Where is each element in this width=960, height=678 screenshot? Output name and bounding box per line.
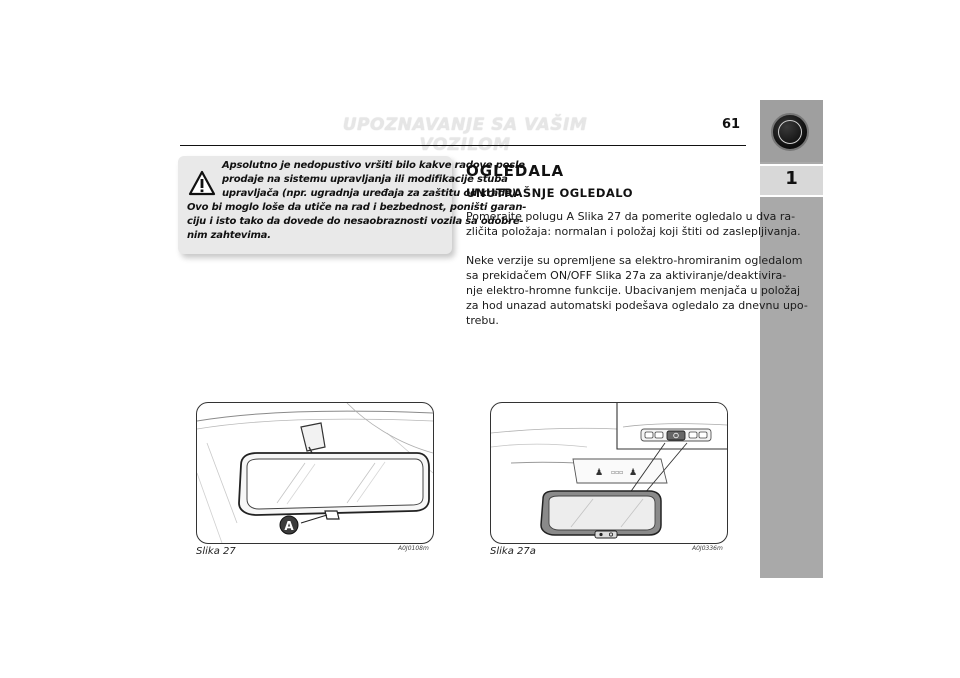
figure-27-code: A0J0108m xyxy=(398,545,429,552)
rear-view-mirror-illustration xyxy=(197,403,433,543)
warning-text-line: prodaje na sistemu upravljanja ili modifikacije stuba xyxy=(222,174,508,185)
body-text-line: trebu. xyxy=(466,314,499,327)
warning-text-line: nim zahtevima. xyxy=(187,230,271,241)
body-text-line: sa prekidačem ON/OFF Slika 27a za aktiviranje/deaktivira- xyxy=(466,269,787,282)
chapter-tab-number: 1 xyxy=(785,168,798,189)
body-text-line: za hod unazad automatski podešava ogledalo za dnevnu upo- xyxy=(466,299,808,312)
figure-27-caption: Slika 27 xyxy=(196,546,236,557)
warning-text-line: ciju i isto tako da dovede do nesaobraznosti vozila sa odobre- xyxy=(187,216,524,227)
warning-text-line: upravljača (npr. ugradnja uređaja za zaštitu od krađe). xyxy=(222,188,520,199)
warning-text-line: Apsolutno je nedopustivo vršiti bilo kakve radove posle xyxy=(222,160,525,171)
svg-text:▫▫▫: ▫▫▫ xyxy=(611,469,624,476)
svg-text:♟: ♟ xyxy=(595,468,604,478)
chapter-header-title: UPOZNAVANJE SA VAŠIM VOZILOM xyxy=(342,115,588,155)
svg-text:♟: ♟ xyxy=(629,468,638,478)
body-text-line: Pomerajte polugu A Slika 27 da pomerite ogledalo u dva ra- xyxy=(466,210,796,223)
header-divider xyxy=(180,145,746,146)
warning-text-line: Ovo bi moglo loše da utiče na rad i bezbednost, poništi garan- xyxy=(187,202,527,213)
warning-triangle-icon xyxy=(188,170,216,196)
brand-logo-ring xyxy=(778,120,802,144)
body-text-line: Neke verzije su opremljene sa elektro-hromiranim ogledalom xyxy=(466,254,803,267)
body-text-line: nje elektro-hromne funkcije. Ubacivanjem menjača u položaj xyxy=(466,284,801,297)
figure-label-a: A xyxy=(284,519,294,533)
on-off-switch-detail xyxy=(667,431,685,440)
figure-27-frame xyxy=(196,402,434,544)
electrochromic-mirror-illustration xyxy=(491,403,727,543)
section-title: OGLEDALA xyxy=(466,162,565,180)
page-number: 61 xyxy=(722,117,741,132)
body-text-line: zličita položaja: normalan i položaj koji štiti od zaslepljivanja. xyxy=(466,225,801,238)
section-subtitle: UNUTRAŠNJE OGLEDALO xyxy=(466,186,633,200)
figure-27a-code: A0J0336m xyxy=(692,545,723,552)
figure-27a-caption: Slika 27a xyxy=(490,546,536,557)
figure-27a-frame xyxy=(490,402,728,544)
